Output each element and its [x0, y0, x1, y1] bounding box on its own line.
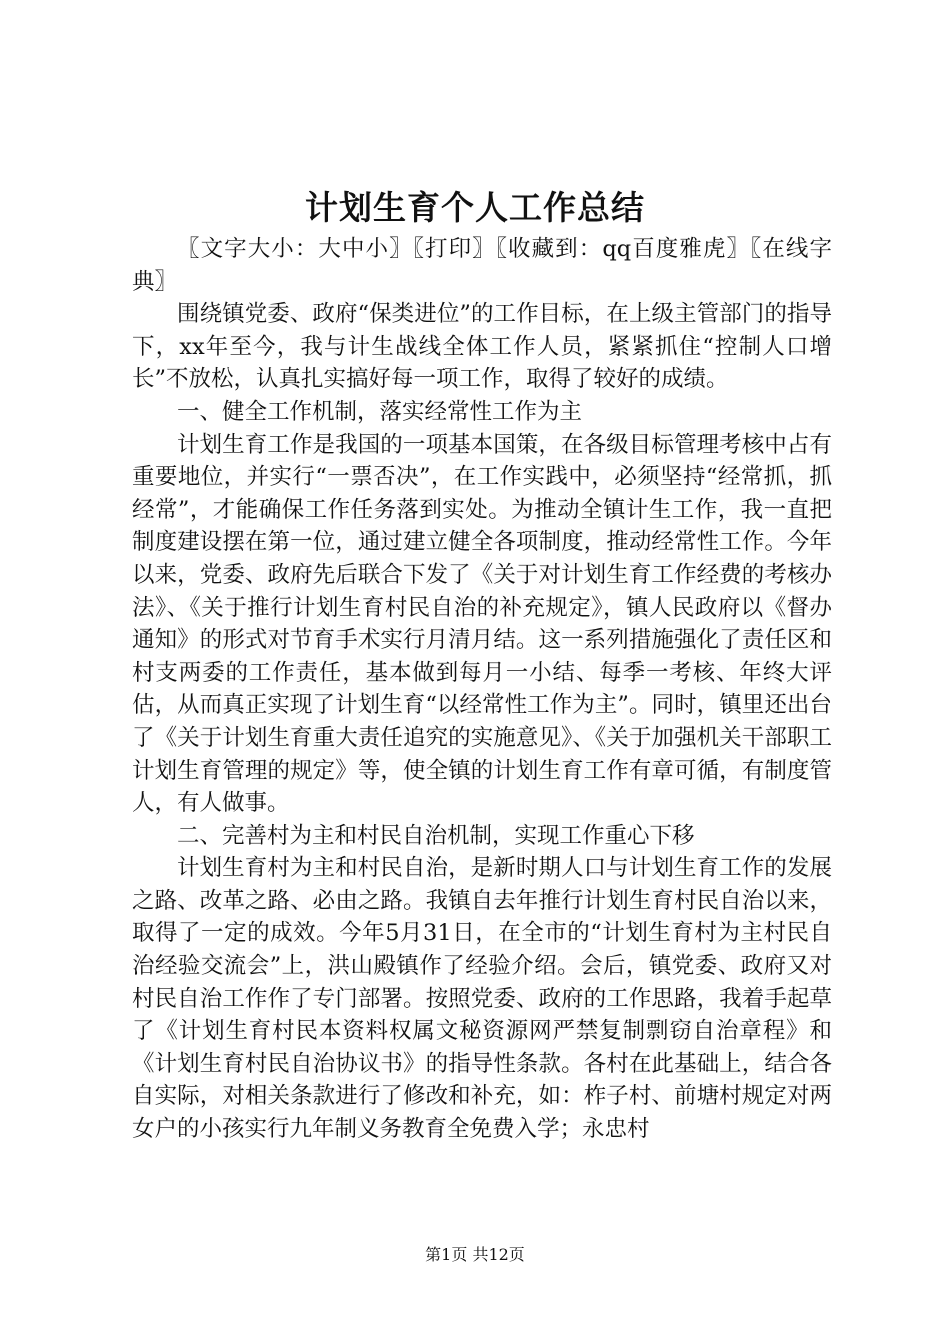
document-body [132, 233, 832, 1146]
section-2-paragraph: 计划生育村为主和村民自治，是新时期人口与计划生育工作的发展之路、改革之路、必由之路。我镇自去年推行计划生育村民自治以来，取得了一定的成效。今年5月31日，在全市的“计划生育村为主村民自治经验交流会”上，洪山殿镇作了经验介绍。会后，镇党委、政府又对村民自治工作作了专门部署。按照党委、政府的工作思路，我着手起草了《计划生育村民本资料权属文秘资源网严禁复制剽窃自治章程》和《计划生育村民自治协议书》的指导性条款。各村在此基础上，结合各自实际，对相关条款进行了修改和补充，如：柞子村、前塘村规定对两女户的小孩实行九年制义务教育全免费入学；永忠村 [132, 855, 832, 1143]
document-title: 计划生育个人工作总结 [305, 188, 645, 227]
section-1-paragraph: 计划生育工作是我国的一项基本国策，在各级目标管理考核中占有重要地位，并实行“一票否决”，在工作实践中，必须坚持“经常抓，抓经常”，才能确保工作任务落到实处。为推动全镇计生工作，我一直把制度建设摆在第一位，通过建立健全各项制度，推动经常性工作。今年以来，党委、政府先后联合下发了《关于对计划生育工作经费的考核办法》、《关于推行计划生育村民自治的补充规定》，镇人民政府以《督办通知》的形式对节育手术实行月清月结。这一系列措施强化了责任区和村支两委的工作责任，基本做到每月一小结、每季一考核、年终大评估，从而真正实现了计划生育“以经常性工作为主”。同时，镇里还出台了《关于计划生育重大责任追究的实施意见》、《关于加强机关干部职工计划生育管理的规定》等，使全镇的计划生育工作有章可循，有制度管人，有人做事。 [132, 431, 832, 817]
section-heading-1: 一、健全工作机制，落实经常性工作为主 [177, 398, 583, 425]
intro-paragraph: 围绕镇党委、政府“保类进位”的工作目标，在上级主管部门的指导下，xx年至今，我与计生战线全体工作人员，紧紧抓住“控制人口增长”不放松，认真扎实搞好每一项工作，取得了较好的成绩。 [132, 301, 832, 393]
toolbar-links-paragraph: 〖文字大小：大中小〗〖打印〗〖收藏到：qq百度雅虎〗〖在线字典〗 [132, 236, 832, 295]
section-heading-2: 二、完善村为主和村民自治机制，实现工作重心下移 [177, 822, 695, 849]
page-footer: 第1页 共12页 [425, 1245, 525, 1264]
